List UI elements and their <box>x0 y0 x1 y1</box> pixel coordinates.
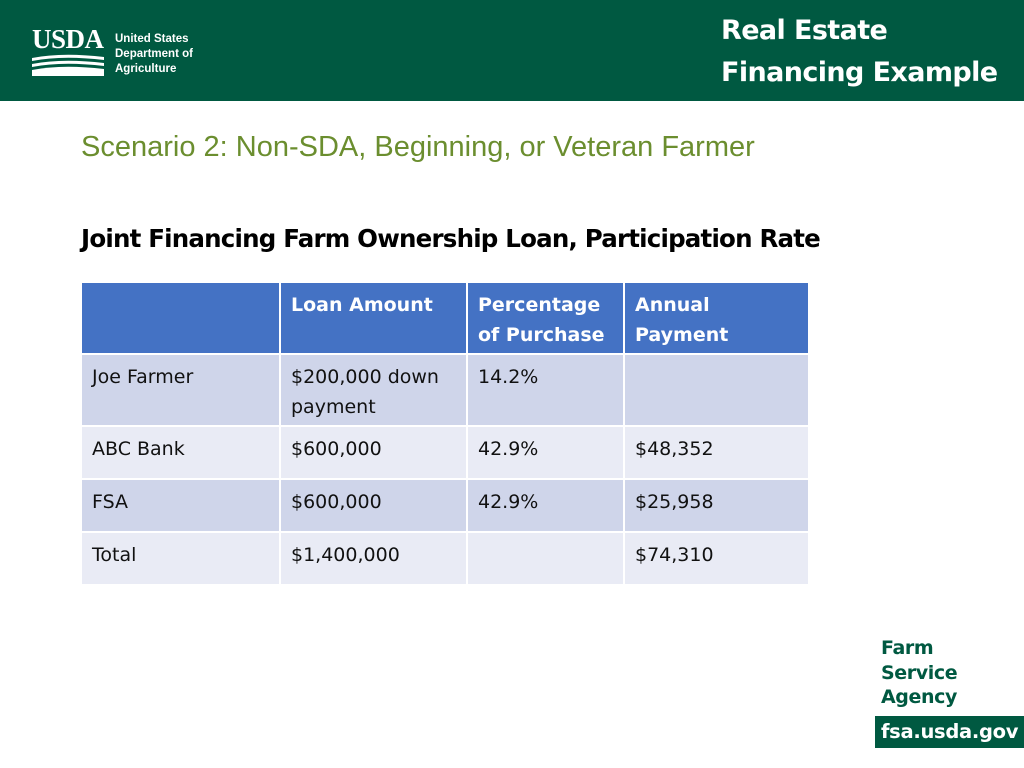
header-banner <box>0 0 1024 101</box>
column-header: Annual Payment <box>624 282 809 354</box>
fsa-word: Service <box>881 661 958 684</box>
scenario-subtitle: Scenario 2: Non-SDA, Beginning, or Veteran Farmer <box>81 131 755 163</box>
fsa-logo <box>875 636 1024 748</box>
usda-name-line: Agriculture <box>115 63 177 75</box>
usda-logo <box>32 26 104 76</box>
table-cell: 42.9% <box>467 426 624 479</box>
fsa-word: Agency <box>881 686 957 708</box>
fsa-logo-words <box>881 636 957 710</box>
table-cell: $600,000 <box>280 426 467 479</box>
fsa-url: fsa.usda.gov <box>875 716 1024 748</box>
table-cell: 42.9% <box>467 479 624 532</box>
slide-header-title <box>721 10 997 94</box>
table-cell: $1,400,000 <box>280 532 467 585</box>
column-header <box>81 282 280 354</box>
table-cell: $48,352 <box>624 426 809 479</box>
financing-table <box>80 281 810 586</box>
header-title-line: Real Estate <box>721 15 888 46</box>
table-cell: $200,000 down payment <box>280 354 467 426</box>
table-row <box>81 532 809 585</box>
table-title: Joint Financing Farm Ownership Loan, Participation Rate <box>81 224 820 253</box>
table-cell: 14.2% <box>467 354 624 426</box>
table-row <box>81 426 809 479</box>
usda-name-line: United States <box>115 33 189 45</box>
usda-logo-letters: USDA <box>32 24 104 54</box>
usda-agency-name <box>115 32 193 77</box>
column-header: Percentage of Purchase <box>467 282 624 354</box>
column-header: Loan Amount <box>280 282 467 354</box>
table-cell: Joe Farmer <box>81 354 280 426</box>
table-row <box>81 354 809 426</box>
usda-name-line: Department of <box>115 48 193 60</box>
table-cell: $600,000 <box>280 479 467 532</box>
table-cell: $74,310 <box>624 532 809 585</box>
table-cell: ABC Bank <box>81 426 280 479</box>
table-cell: $25,958 <box>624 479 809 532</box>
usda-waves-icon <box>32 54 104 76</box>
fsa-word: Farm <box>881 637 934 659</box>
table-row <box>81 479 809 532</box>
table-cell <box>467 532 624 585</box>
table-header-row <box>81 282 809 354</box>
table-cell: Total <box>81 532 280 585</box>
table-cell <box>624 354 809 426</box>
table-cell: FSA <box>81 479 280 532</box>
header-title-line: Financing Example <box>721 57 998 88</box>
